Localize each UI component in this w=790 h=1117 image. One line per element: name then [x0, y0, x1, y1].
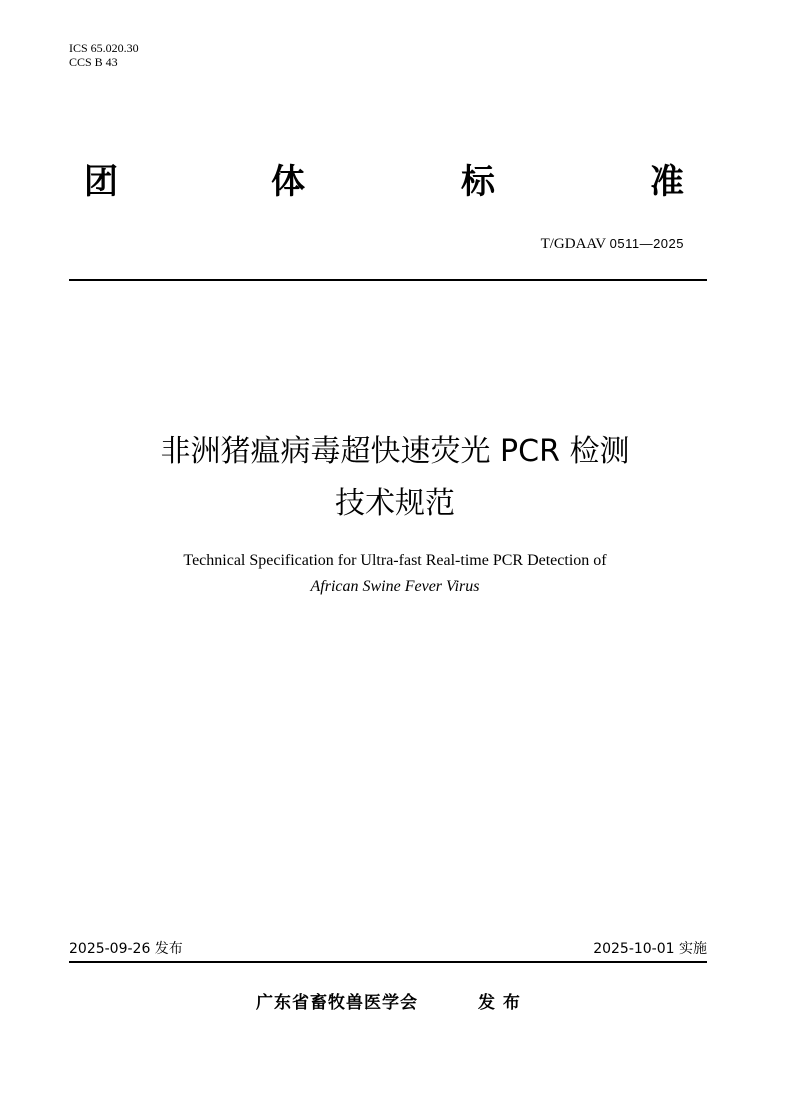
ccs-code: CCS B 43 — [69, 55, 118, 69]
title-en-line1: Technical Specification for Ultra-fast Real-time PCR Detection of — [183, 552, 607, 569]
category-char-2: 体 — [271, 162, 305, 202]
issuer-action: 发 布 — [478, 993, 521, 1013]
bottom-divider — [69, 961, 707, 963]
standard-number — [541, 236, 684, 253]
standard-number-value: 0511—2025 — [609, 236, 684, 251]
ics-code: ICS 65.020.30 — [69, 41, 139, 55]
category-char-4: 准 — [650, 162, 684, 202]
top-divider — [69, 279, 707, 281]
implement-date: 2025-10-01 实施 — [593, 941, 707, 957]
title-cn-line1: 非洲猪瘟病毒超快速荧光 PCR 检测 — [160, 434, 630, 469]
classification-codes — [69, 41, 139, 69]
title-en-line2: African Swine Fever Virus — [310, 578, 480, 595]
issue-date: 2025-09-26 发布 — [69, 941, 183, 957]
category-char-1: 团 — [84, 162, 118, 202]
issuer-name: 广东省畜牧兽医学会 — [256, 993, 418, 1013]
category-char-3: 标 — [461, 162, 495, 202]
standard-number-prefix: T/GDAAV — [540, 236, 610, 252]
title-cn-line2: 技术规范 — [335, 486, 455, 521]
